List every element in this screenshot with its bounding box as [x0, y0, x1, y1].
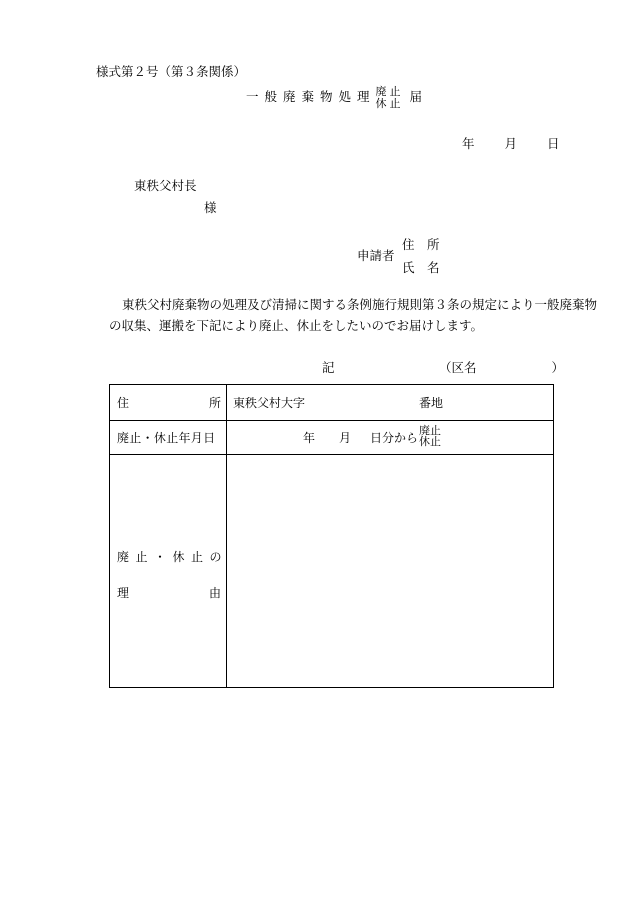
date-month: 月 — [504, 136, 517, 151]
row-date-year: 年 — [303, 431, 316, 445]
row-date-label: 廃止・休止年月日 — [117, 431, 216, 445]
row-date-month: 月 — [339, 431, 352, 445]
date-line — [462, 138, 559, 151]
table-row-divider-1 — [110, 420, 553, 421]
row-address-label-right: 所 — [208, 396, 221, 410]
date-day: 日 — [546, 136, 560, 151]
row-address-value-suffix: 番地 — [419, 396, 444, 410]
recipient-name: 東秩父村長 — [134, 178, 197, 193]
row-reason-label-line1: 廃止・休止の — [117, 550, 229, 564]
row-date-option-kyushi: 休止 — [419, 435, 441, 448]
row-address-value-prefix[interactable]: 東秩父村大字 — [233, 396, 306, 410]
title-options — [376, 86, 404, 109]
title-option-haishi: 廃止 — [375, 85, 404, 98]
district-field: （区名 ） — [439, 360, 565, 375]
recipient-honorific: 様 — [204, 200, 217, 215]
form-number: 様式第２号（第３条関係） — [96, 64, 247, 79]
date-year: 年 — [462, 136, 475, 151]
row-address-label — [117, 397, 221, 409]
application-table — [109, 384, 554, 688]
row-date-options — [419, 425, 441, 447]
body-text-line2: の収集、運搬を下記により廃止、休止をしたいのでお届けします。 — [109, 318, 484, 333]
row-date-option-haishi: 廃止 — [419, 424, 441, 437]
title-option-kyushi: 休止 — [375, 96, 404, 110]
applicant-name-label: 氏 名 — [402, 260, 440, 275]
title-suffix: 届 — [409, 89, 423, 105]
row-date-from: 日分から — [370, 431, 419, 445]
row-reason-label-line2 — [117, 587, 221, 599]
row-reason-value-area[interactable] — [227, 455, 553, 687]
row-reason-label-right: 由 — [208, 586, 221, 600]
title-main: 一般廃棄物処理 — [246, 89, 376, 105]
applicant-label: 申請者 — [357, 248, 395, 263]
body-text-line1: 東秩父村廃棄物の処理及び清掃に関する条例施行規則第３条の規定により一般廃棄物 — [122, 297, 598, 312]
row-address-label-left: 住 — [117, 396, 130, 410]
ki-heading: 記 — [322, 360, 335, 375]
row-reason-label-left: 理 — [117, 586, 130, 600]
form-title — [246, 86, 422, 109]
applicant-address-label: 住 所 — [402, 237, 440, 252]
